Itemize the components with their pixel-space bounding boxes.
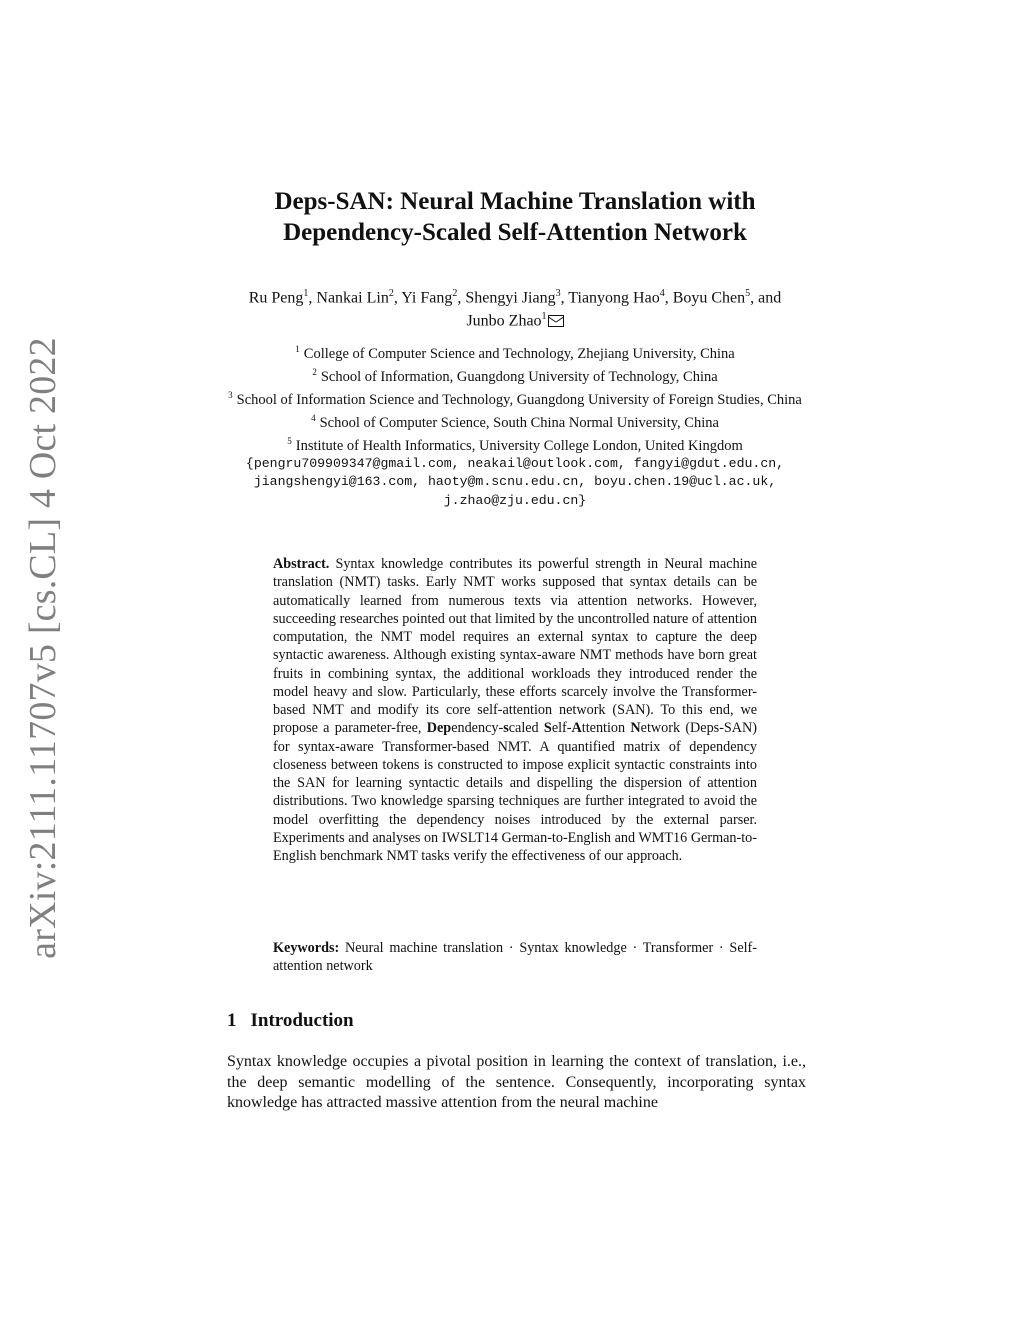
author-name: Tianyong Hao: [568, 289, 660, 307]
author-and: and: [758, 289, 782, 307]
affiliation-5: $^5$ Institute of Health Informatics, University College London, United Kingdom: [287, 436, 743, 454]
email-list: [220, 455, 810, 510]
email-line-1: {pengru709909347@gmail.com, neakail@outlook.com, fangyi@gdut.edu.cn,: [245, 456, 785, 472]
arxiv-identifier-stamp: arXiv:2111.11707v5 [cs.CL] 4 Oct 2022: [22, 337, 64, 959]
keywords-items: Neural machine translation · Syntax knowledge · Transformer · Self-attention network: [273, 940, 758, 975]
section-number: 1: [227, 1010, 237, 1031]
author-name: Junbo Zhao: [466, 312, 542, 330]
author-affil-mark: 4: [659, 288, 665, 299]
abstract: Abstract. Syntax knowledge contributes its powerful strength in Neural machine translation (NMT) tasks. Early NMT works supposed that syntax details can be automatically learned from numerous texts via attention networks. However, succeeding researches pointed out that limited by the uncontrolled nature of attention computation, the NMT model requires an external syntax to capture the deep syntactic awareness. Although existing syntax-aware NMT methods have born great fruits in combining syntax, the additional workloads they introduced render the model heavy and slow. Particularly, these efforts scarcely involve the Transformer-based NMT and modify its core self-attention network (SAN). To this end, we propose a parameter-free, Dependency-scaled Self-Attention Network (Deps-SAN) for syntax-aware Transformer-based NMT. A quantified matrix of dependency closeness between tokens is constructed to impose explicit syntactic constraints into the SAN for learning syntactic details and dispelling the dispersion of attention distributions. Two knowledge sparsing techniques are further integrated to avoid the model overfitting the dependency noises introduced by the external parser. Experiments and analyses on IWSLT14 German-to-English and WMT16 German-to-English benchmark NMT tasks verify the effectiveness of our approach.: [273, 556, 758, 864]
author-affil-mark: 3: [555, 288, 561, 299]
abstract-text-2: (Deps-SAN) for syntax-aware Transformer-based NMT. A quantified matrix of dependency closeness between tokens is constructed to impose explicit syntactic constraints into the SAN for learning syntactic details and dispelling the dispersion of attention distributions. Two knowledge sparsing techniques are further integrated to avoid the model overfitting the dependency noises introduced by the external parser. Experiments and analyses on IWSLT14 German-to-English and WMT16 German-to-English benchmark NMT tasks verify the effectiveness of our approach.: [273, 720, 758, 864]
author-affil-mark: 2: [452, 288, 458, 299]
keywords: [273, 939, 757, 976]
email-line-2: jiangshengyi@163.com, haoty@m.scnu.edu.cn, boyu.chen.19@ucl.ac.uk,: [253, 474, 777, 490]
keywords-label: Keywords:: [273, 940, 340, 956]
author-name: Yi Fang: [401, 289, 453, 307]
title-line-2: Dependency-Scaled Self-Attention Network: [283, 219, 747, 246]
affiliation-4: $^4$ School of Computer Science, South China Normal University, China: [311, 413, 719, 431]
author-affil-mark: 1: [541, 311, 547, 323]
paper-title: [200, 186, 830, 248]
affiliation-3: $^3$ School of Information Science and Technology, Guangdong University of Foreign Studies, China: [228, 390, 802, 408]
affiliation-2: $^2$ School of Information, Guangdong University of Technology, China: [312, 367, 718, 385]
author-affil-mark: 2: [388, 288, 394, 299]
introduction-paragraph: Syntax knowledge occupies a pivotal position in learning the context of translation, i.e., the deep semantic modelling of the sentence. Consequently, incorporating syntax knowledge has attracted massive attention from the neural machine: [227, 1053, 806, 1111]
email-line-3: j.zhao@zju.edu.cn}: [443, 492, 587, 508]
affiliations: [220, 340, 810, 510]
author-list: Ru Peng$^1$, Nankai Lin$^2$, Yi Fang$^2$, Shengyi Jiang$^3$, Tianyong Hao$^4$, Boyu Chen$^5$, and Junbo Zhao$^1$: [248, 288, 782, 330]
author-name: Shengyi Jiang: [465, 289, 556, 307]
title-line-1: Deps-SAN: Neural Machine Translation with: [274, 188, 756, 215]
abstract-text-1: Syntax knowledge contributes its powerful strength in Neural machine translation (NMT) tasks. Early NMT works supposed that syntax details can be automatically learned from numerous texts via attention networks. However, succeeding researches pointed out that limited by the uncontrolled nature of attention computation, the NMT model requires an external syntax to capture the deep syntactic awareness. Although existing syntax-aware NMT methods have born great fruits in combining syntax, the additional workloads they introduced render the model heavy and slow. Particularly, these efforts scarcely involve the Transformer-based NMT and modify its core self-attention network (SAN). To this end, we propose a parameter-free,: [273, 556, 757, 737]
section-heading-introduction: [227, 1010, 354, 1032]
abstract-label: Abstract.: [273, 556, 330, 572]
author-name: Boyu Chen: [672, 289, 746, 307]
author-name: Ru Peng: [248, 289, 304, 307]
author-affil-mark: 1: [303, 288, 309, 299]
author-affil-mark: 5: [745, 288, 751, 299]
envelope-icon: [548, 315, 564, 327]
author-name: Nankai Lin: [316, 289, 389, 307]
affiliation-1: $^1$ College of Computer Science and Technology, Zhejiang University, China: [295, 344, 735, 362]
section-title: Introduction: [250, 1010, 354, 1031]
